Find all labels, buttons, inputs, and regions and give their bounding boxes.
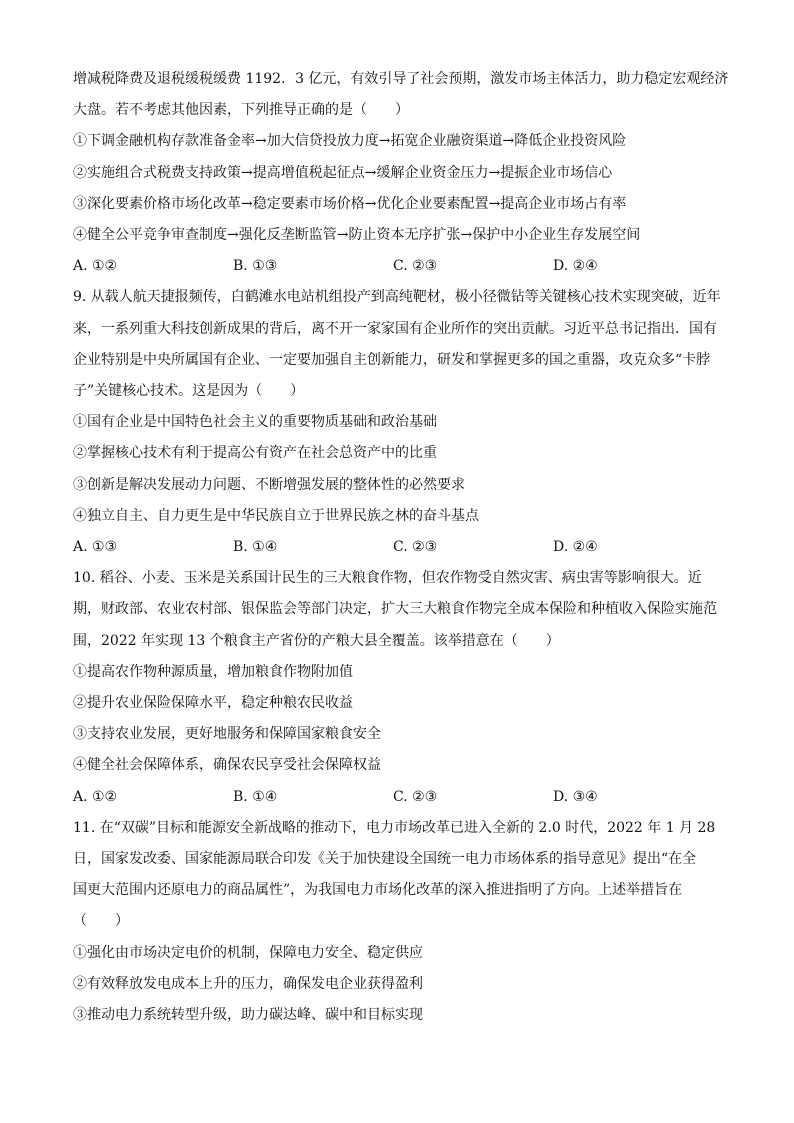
- question-stem-line: 大盘。若不考虑其他因素，下列推导正确的是（ ）: [73, 102, 409, 119]
- option-c: C. ②③: [393, 788, 438, 805]
- question-stem-line: 国更大范围内还原电力的商品属性”，为我国电力市场化改革的深入推进指明了方向。上述举措旨在: [73, 882, 683, 899]
- option-a: A. ①②: [73, 788, 118, 805]
- question-stem-line: 来，一系列重大科技创新成果的背后，离不开一家家国有企业所作的突出贡献。习近平总书记指出．国有: [73, 320, 717, 337]
- question-stem-line: 9. 从载人航天捷报频传，白鹤滩水电站机组投产到高纯靶材，极小径微钻等关键核心技术实现突破，近年: [73, 289, 721, 306]
- question-stem-line: 围，2022 年实现 13 个粮食主产省份的产粮大县全覆盖。该举措意在（ ）: [73, 632, 560, 649]
- question-stem-line: 子”关键核心技术。这是因为（ ）: [73, 383, 305, 400]
- statement-item: ④健全公平竞争审查制度→强化反垄断监管→防止资本无序扩张→保护中小企业生存发展空间: [73, 227, 641, 244]
- question-stem-line: 10. 稻谷、小麦、玉米是关系国计民生的三大粮食作物，但农作物受自然灾害、病虫害等影响很大。近: [73, 570, 702, 587]
- option-d: D. ③④: [553, 788, 598, 805]
- question-stem-line: 日，国家发改委、国家能源局联合印发《关于加快建设全国统一电力市场体系的指导意见》提出“在全: [73, 851, 697, 868]
- question-stem-line: 增减税降费及退税缓税缓费 1192．3 亿元，有效引导了社会预期，激发市场主体活力，助力稳定宏观经济: [73, 71, 729, 87]
- question-8: [73, 64, 733, 282]
- option-c: C. ②③: [393, 539, 438, 556]
- option-b: B. ①④: [233, 788, 278, 805]
- question-stem-line: 11. 在“双碳”目标和能源安全新战略的推动下，电力市场改革已进入全新的 2.0 时代，2022 年 1 月 28: [73, 819, 716, 836]
- option-c: C. ②③: [393, 258, 438, 275]
- statement-item: ②有效释放发电成本上升的压力，确保发电企业获得盈利: [73, 975, 423, 992]
- statement-item: ④健全社会保障体系，确保农民享受社会保障权益: [73, 757, 381, 774]
- statement-item: ③深化要素价格市场化改革→稳定要素市场价格→优化企业要素配置→提高企业市场占有率: [73, 195, 627, 212]
- statement-item: ③支持农业发展，更好地服务和保障国家粮食安全: [73, 726, 381, 743]
- statement-item: ①国有企业是中国特色社会主义的重要物质基础和政治基础: [73, 414, 437, 431]
- option-b: B. ①④: [233, 539, 278, 556]
- answer-options: [73, 782, 733, 813]
- option-a: A. ①②: [73, 258, 118, 275]
- option-d: D. ②④: [553, 258, 598, 275]
- statement-item: ①下调金融机构存款准备金率→加大信贷投放力度→拓宽企业融资渠道→降低企业投资风险: [73, 133, 627, 150]
- question-stem-line: （ ）: [73, 913, 129, 930]
- statement-item: ②实施组合式税费支持政策→提高增值税起征点→缓解企业资金压力→提振企业市场信心: [73, 164, 613, 181]
- question-stem-line: 期，财政部、农业农村部、银保监会等部门决定，扩大三大粮食作物完全成本保险和种植收入保险实施范: [73, 601, 717, 618]
- statement-item: ④独立自主、自力更生是中华民族自立于世界民族之林的奋斗基点: [73, 507, 479, 524]
- question-stem-line: 企业特别是中央所属国有企业、一定要加强自主创新能力，研发和掌握更多的国之重器，攻克众多“卡脖: [73, 351, 711, 368]
- statement-item: ②提升农业保险保障水平，稳定种粮农民收益: [73, 695, 353, 712]
- answer-options: [73, 532, 733, 563]
- statement-item: ①提高农作物种源质量，增加粮食作物附加值: [73, 663, 353, 680]
- statement-item: ②掌握核心技术有利于提高公有资产在社会总资产中的比重: [73, 445, 437, 462]
- exam-page: [73, 64, 733, 1031]
- statement-item: ①强化由市场决定电价的机制，保障电力安全、稳定供应: [73, 944, 423, 961]
- statement-item: ③推动电力系统转型升级，助力碳达峰、碳中和目标实现: [73, 1007, 423, 1024]
- question-11: [73, 813, 733, 1031]
- answer-options: [73, 251, 733, 282]
- question-10: [73, 563, 733, 813]
- question-9: [73, 282, 733, 563]
- option-b: B. ①③: [233, 258, 278, 275]
- statement-item: ③创新是解决发展动力问题、不断增强发展的整体性的必然要求: [73, 476, 465, 493]
- option-d: D. ②④: [553, 539, 598, 556]
- option-a: A. ①③: [73, 539, 118, 556]
